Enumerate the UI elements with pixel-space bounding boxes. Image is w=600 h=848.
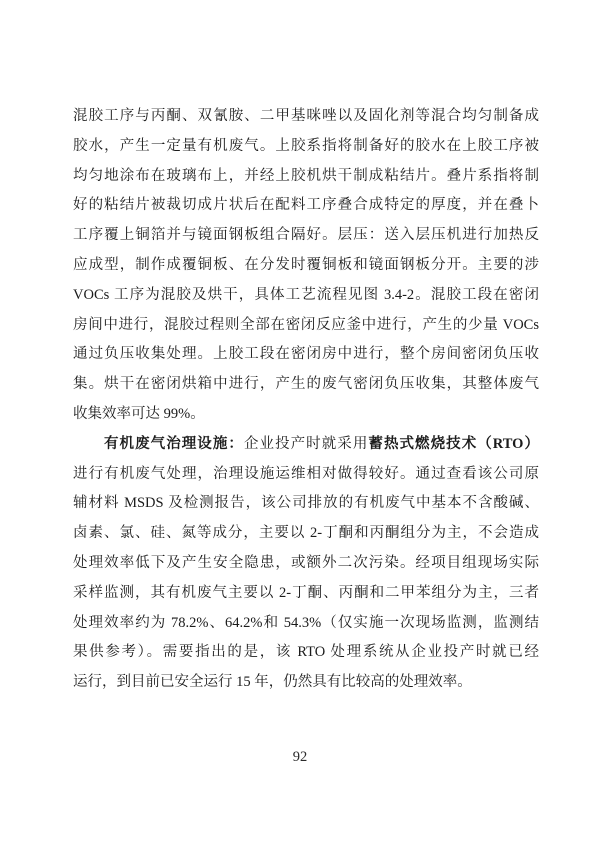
text-run: 胶水，产生一定量有机废气。上胶系指将制备好的胶水在上胶工序被 bbox=[73, 137, 539, 154]
text-line-production-process-description-5 bbox=[73, 221, 539, 251]
text-line-production-process-description-9 bbox=[73, 340, 539, 370]
text-line-waste-gas-treatment-facility-4 bbox=[73, 519, 539, 549]
text-line-waste-gas-treatment-facility-8 bbox=[73, 638, 539, 668]
text-run: 均匀地涂布在玻璃布上，并经上胶机烘干制成粘结片。叠片系指将制 bbox=[73, 167, 539, 184]
text-line-production-process-description-6 bbox=[73, 251, 539, 281]
text-run: VOCs 工序为混胶及烘干，具体工艺流程见图 3.4-2。混胶工段在密闭 bbox=[73, 286, 539, 303]
text-line-waste-gas-treatment-facility-6 bbox=[73, 579, 539, 609]
text-run: 收集效率可达 99%。 bbox=[73, 405, 205, 422]
page-number: 92 bbox=[292, 749, 308, 765]
text-line-production-process-description-1 bbox=[73, 102, 539, 132]
text-run: 果供参考）。需要指出的是，该 RTO 处理系统从企业投产时就已经 bbox=[73, 644, 539, 661]
text-line-production-process-description-11 bbox=[73, 400, 539, 430]
text-line-production-process-description-2 bbox=[73, 132, 539, 162]
text-run: 混胶工序与丙酮、双氰胺、二甲基咪唑以及固化剂等混合均匀制备成 bbox=[73, 108, 539, 124]
text-run: 运行，到目前已安全运行 15 年，仍然具有比较高的处理效率。 bbox=[73, 674, 472, 691]
text-line-production-process-description-8 bbox=[73, 311, 539, 341]
text-run: 处理效率约为 78.2%、64.2%和 54.3%（仅实施一次现场监测，监测结 bbox=[73, 614, 539, 631]
bold-text-run: 蓄热式燃烧技术（RTO） bbox=[368, 435, 539, 452]
text-run: 企业投产时就采用 bbox=[243, 435, 369, 452]
text-run: 工序覆上铜箔并与镜面钢板组合隔好。层压：送入层压机进行加热反 bbox=[73, 227, 539, 244]
text-line-waste-gas-treatment-facility-5 bbox=[73, 549, 539, 579]
body-text-block bbox=[73, 102, 539, 698]
text-line-waste-gas-treatment-facility-9 bbox=[73, 668, 539, 698]
text-run: 辅材料 MSDS 及检测报告，该公司排放的有机废气中基本不含酸碱、 bbox=[73, 495, 539, 512]
text-line-production-process-description-10 bbox=[73, 370, 539, 400]
text-run: 应成型，制作成覆铜板、在分发时覆铜板和镜面钢板分开。主要的涉 bbox=[73, 256, 539, 273]
text-line-production-process-description-4 bbox=[73, 191, 539, 221]
text-run: 卤素、氯、硅、氮等成分，主要以 2-丁酮和丙酮组分为主，不会造成 bbox=[73, 525, 539, 542]
text-run: 通过负压收集处理。上胶工段在密闭房中进行，整个房间密闭负压收 bbox=[73, 346, 539, 363]
text-run: 处理效率低下及产生安全隐患，或额外二次污染。经项目组现场实际 bbox=[73, 554, 539, 571]
text-line-waste-gas-treatment-facility-2 bbox=[73, 460, 539, 490]
text-run: 进行有机废气处理，治理设施运维相对做得较好。通过查看该公司原 bbox=[73, 465, 539, 482]
text-run: 采样监测，其有机废气主要以 2-丁酮、丙酮和二甲苯组分为主，三者 bbox=[73, 584, 539, 601]
text-run: 好的粘结片被裁切成片状后在配料工序叠合成特定的厚度，并在叠卜 bbox=[73, 197, 539, 214]
bold-text-run: 有机废气治理设施： bbox=[104, 435, 244, 452]
text-line-production-process-description-7 bbox=[73, 281, 539, 311]
text-line-waste-gas-treatment-facility-7 bbox=[73, 609, 539, 639]
text-line-waste-gas-treatment-facility-3 bbox=[73, 489, 539, 519]
page-footer bbox=[0, 746, 600, 768]
text-line-waste-gas-treatment-facility-1 bbox=[73, 430, 539, 460]
text-run: 集。烘干在密闭烘箱中进行，产生的废气密闭负压收集，其整体废气 bbox=[73, 376, 539, 393]
text-line-production-process-description-3 bbox=[73, 162, 539, 192]
text-run: 房间中进行，混胶过程则全部在密闭反应釜中进行，产生的少量 VOCs bbox=[73, 316, 539, 333]
